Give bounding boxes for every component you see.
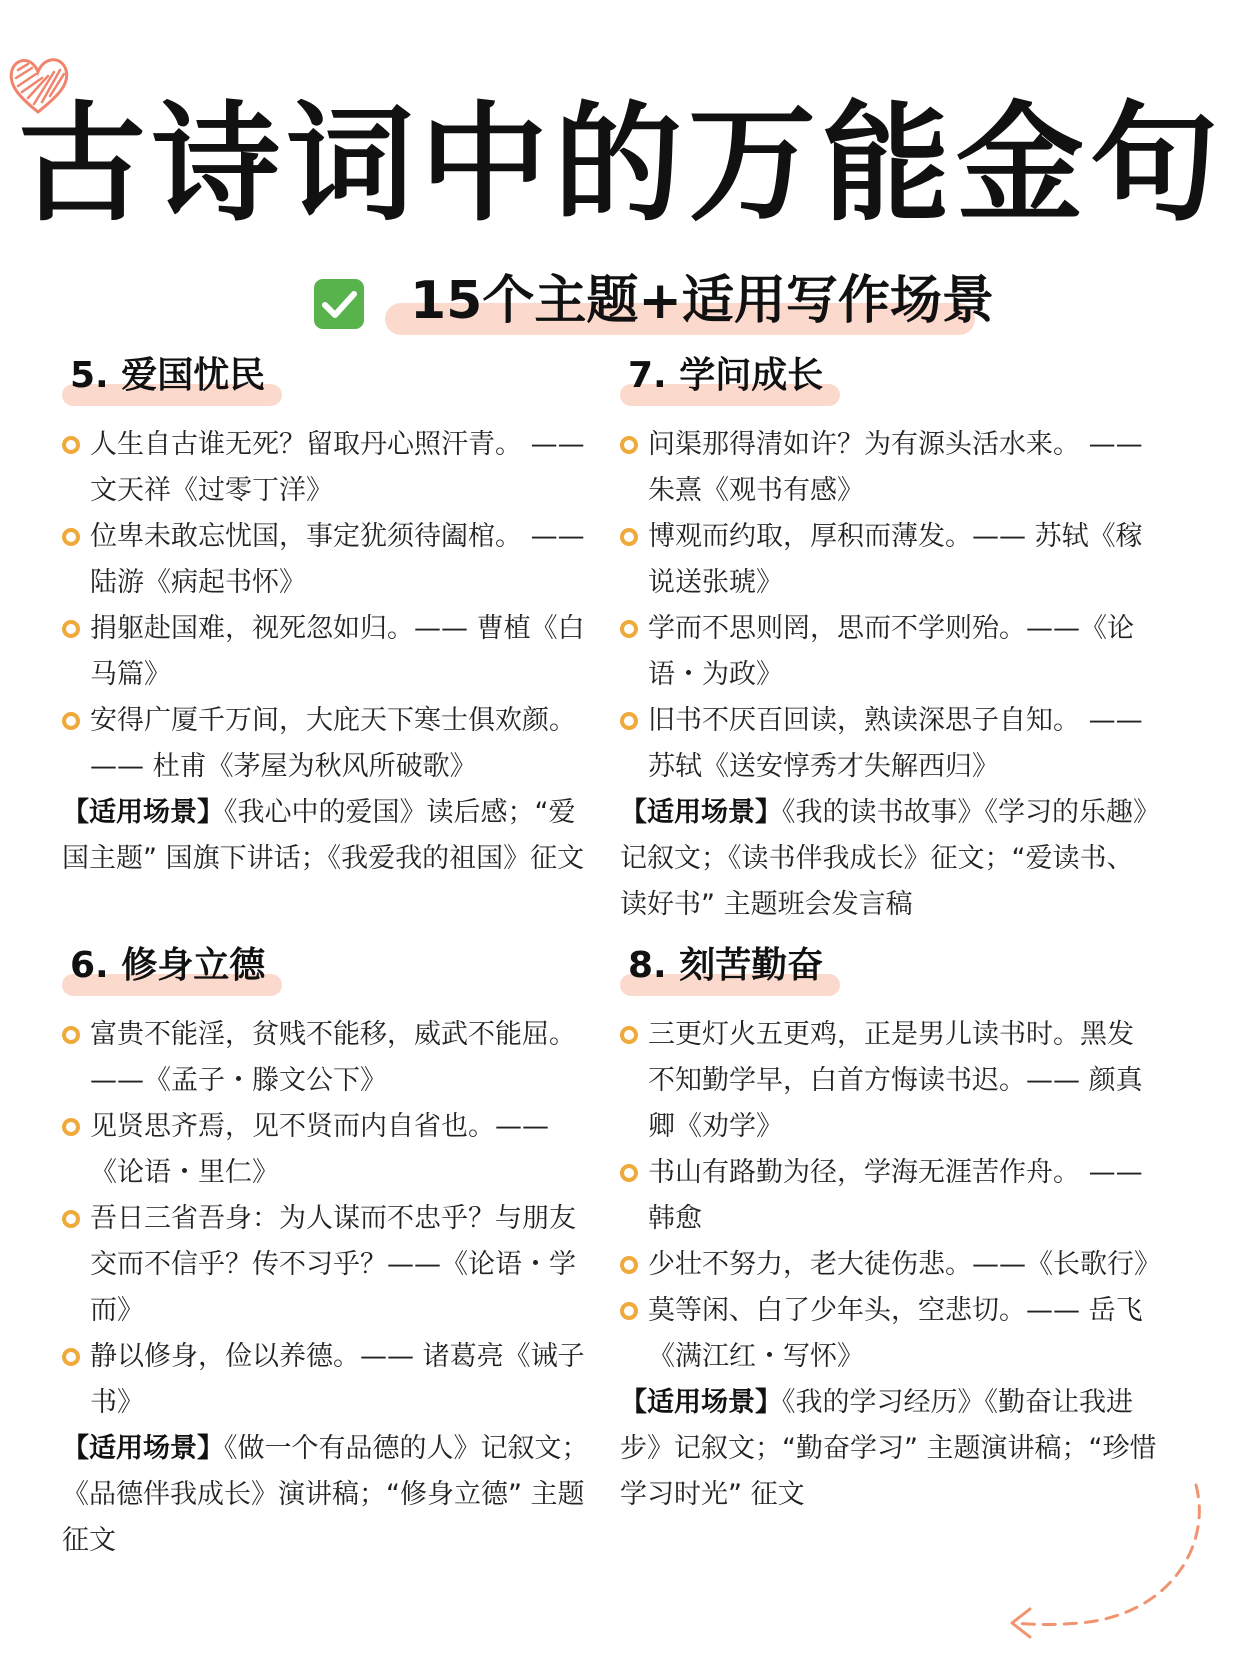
quote-text: 旧书不厌百回读，熟读深思子自知。 —— 苏轼《送安惇秀才失解西归》	[648, 705, 1143, 782]
quote-text: 少壮不努力，老大徒伤悲。——《长歌行》	[648, 1249, 1161, 1280]
circle-bullet-icon	[62, 712, 80, 730]
scene-text: 《我心中的爱国》读后感；“爱国主题” 国旗下讲话；《我爱我的祖国》征文	[62, 797, 585, 874]
list-item	[620, 698, 1160, 790]
list-item	[62, 1334, 602, 1426]
quote-list	[62, 1012, 602, 1564]
quote-list	[62, 422, 602, 882]
scene-text: 《我的学习经历》《勤奋让我进步》记叙文；“勤奋学习” 主题演讲稿；“珍惜学习时光” 征文	[620, 1387, 1157, 1510]
quote-text: 安得广厦千万间，大庇天下寒士俱欢颜。—— 杜甫《茅屋为秋风所破歌》	[90, 705, 576, 782]
list-item	[620, 1012, 1160, 1150]
list-item	[620, 1288, 1160, 1380]
quote-text: 博观而约取，厚积而薄发。—— 苏轼《稼说送张琥》	[648, 521, 1143, 598]
circle-bullet-icon	[620, 1026, 638, 1044]
circle-bullet-icon	[62, 1348, 80, 1366]
scene-paragraph	[62, 790, 602, 882]
quote-text: 三更灯火五更鸡，正是男儿读书时。黑发不知勤学早，白首方悔读书迟。—— 颜真卿《劝学》	[648, 1019, 1143, 1142]
circle-bullet-icon	[620, 1164, 638, 1182]
quote-text: 书山有路勤为径，学海无涯苦作舟。 —— 韩愈	[648, 1157, 1143, 1234]
quote-text: 富贵不能淫，贫贱不能移，威武不能屈。——《孟子・滕文公下》	[90, 1019, 576, 1096]
circle-bullet-icon	[620, 1302, 638, 1320]
list-item	[620, 422, 1160, 514]
circle-bullet-icon	[62, 528, 80, 546]
scene-label: 【适用场景】	[62, 797, 224, 828]
list-item	[620, 514, 1160, 606]
page-title: 古诗词中的万能金句	[17, 90, 1224, 239]
quote-text: 学而不思则罔，思而不学则殆。——《论语・为政》	[648, 613, 1134, 690]
quote-text: 莫等闲、白了少年头，空悲切。—— 岳飞《满江红・写怀》	[648, 1295, 1143, 1372]
section-title: 7. 学问成长	[628, 355, 824, 396]
list-item	[62, 698, 602, 790]
circle-bullet-icon	[62, 1118, 80, 1136]
quote-list	[620, 422, 1160, 928]
quote-text: 吾日三省吾身：为人谋而不忠乎？与朋友交而不信乎？传不习乎？——《论语・学而》	[90, 1203, 576, 1326]
list-item	[620, 1150, 1160, 1242]
circle-bullet-icon	[62, 436, 80, 454]
subtitle-banner	[0, 265, 1242, 345]
list-item	[62, 1104, 602, 1196]
section-title: 8. 刻苦勤奋	[628, 945, 824, 986]
scene-text: 《做一个有品德的人》记叙文；《品德伴我成长》演讲稿；“修身立德” 主题征文	[62, 1433, 589, 1556]
list-item	[62, 1012, 602, 1104]
list-item	[62, 514, 602, 606]
circle-bullet-icon	[62, 620, 80, 638]
list-item	[620, 1242, 1160, 1288]
quote-text: 捐躯赴国难，视死忽如归。—— 曹植《白马篇》	[90, 613, 585, 690]
list-item	[620, 606, 1160, 698]
check-icon	[314, 279, 364, 329]
circle-bullet-icon	[620, 436, 638, 454]
list-item	[62, 1196, 602, 1334]
dashed-arrow-icon	[1000, 1475, 1210, 1655]
scene-label: 【适用场景】	[620, 1387, 782, 1418]
scene-label: 【适用场景】	[62, 1433, 224, 1464]
circle-bullet-icon	[62, 1210, 80, 1228]
quote-text: 问渠那得清如许？为有源头活水来。 —— 朱熹《观书有感》	[648, 429, 1143, 506]
list-item	[62, 606, 602, 698]
quote-text: 人生自古谁无死？留取丹心照汗青。 —— 文天祥《过零丁洋》	[90, 429, 585, 506]
scene-paragraph	[62, 1426, 602, 1564]
scene-text: 《我的读书故事》《学习的乐趣》记叙文；《读书伴我成长》征文；“爱读书、读好书” 主题班会发言稿	[620, 797, 1160, 920]
section-title: 6. 修身立德	[70, 945, 266, 986]
list-item	[62, 422, 602, 514]
scene-paragraph	[620, 790, 1160, 928]
quote-text: 见贤思齐焉，见不贤而内自省也。——《论语・里仁》	[90, 1111, 549, 1188]
circle-bullet-icon	[620, 528, 638, 546]
quote-text: 位卑未敢忘忧国，事定犹须待阖棺。 —— 陆游《病起书怀》	[90, 521, 585, 598]
circle-bullet-icon	[620, 620, 638, 638]
section-title: 5. 爱国忧民	[70, 355, 266, 396]
scene-label: 【适用场景】	[620, 797, 782, 828]
quote-text: 静以修身，俭以养德。—— 诸葛亮《诫子书》	[90, 1341, 585, 1418]
circle-bullet-icon	[620, 1256, 638, 1274]
circle-bullet-icon	[62, 1026, 80, 1044]
circle-bullet-icon	[620, 712, 638, 730]
subtitle: 15个主题+适用写作场景	[410, 271, 994, 331]
quote-list	[620, 1012, 1160, 1518]
